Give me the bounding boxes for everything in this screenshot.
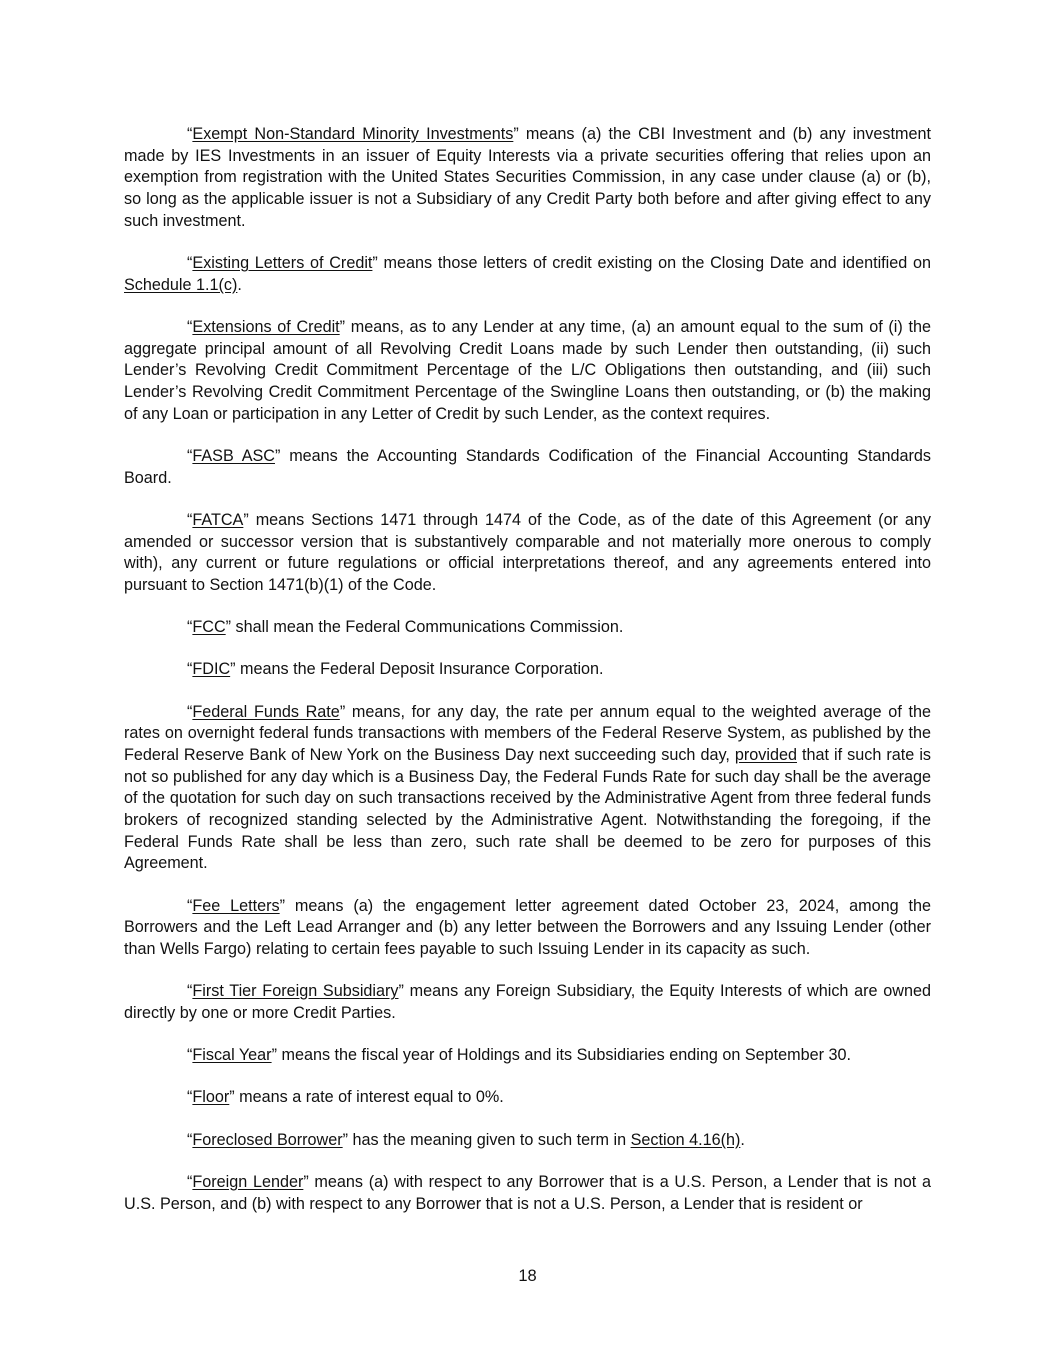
definition-text: ” has the meaning given to such term in	[342, 1130, 631, 1149]
definition-text: ” means the Federal Deposit Insurance Corporation.	[230, 660, 604, 679]
defined-term: Fiscal Year	[192, 1046, 272, 1065]
defined-term: FDIC	[192, 660, 231, 679]
page-number: 18	[518, 1267, 537, 1285]
open-quote: “	[187, 510, 193, 529]
definition-fee-letters	[124, 896, 931, 961]
defined-term: Exempt Non-Standard Minority Investments	[192, 125, 514, 143]
definition-text: ” means, as to any Lender at any time, (a) an amount equal to the sum of (i) the aggregate principal amount of all Revolving Credit Loans made by such Lender then outstanding, (ii) such Lender’s Revolving Credit Commitment Percentage of the L/C Obligations then outstanding, and (iii) such Lender’s Revolving Credit Commitment Percentage of the Swingline Loans then outstanding, or (b) the making of any Loan or participation in any Letter of Credit by such Lender, as the context requires.	[124, 317, 931, 423]
definition-fasb-asc	[124, 446, 931, 489]
defined-term: Existing Letters of Credit	[192, 254, 373, 273]
proviso-term: provided	[734, 745, 797, 764]
defined-term: FASB ASC	[192, 446, 275, 465]
definition-federal-funds-rate	[124, 702, 931, 876]
open-quote: “	[187, 317, 193, 336]
open-quote: “	[187, 1172, 193, 1191]
open-quote: “	[187, 1046, 193, 1065]
open-quote: “	[187, 618, 193, 637]
definition-text: ” means those letters of credit existing on the Closing Date and identified on	[372, 254, 931, 273]
definition-foreign-lender	[124, 1172, 931, 1215]
defined-term: Foreclosed Borrower	[192, 1130, 343, 1149]
definition-text: ” means (a) with respect to any Borrower that is a U.S. Person, a Lender that is not a U.S. Person, and (b) with respect to any Borrower that is not a U.S. Person, a Lender that is resident or	[124, 1172, 931, 1213]
defined-term: Fee Letters	[192, 896, 280, 915]
definition-text-end: .	[237, 275, 242, 294]
cross-reference: Schedule 1.1(c)	[124, 275, 238, 294]
defined-term: Federal Funds Rate	[192, 702, 340, 721]
definition-text: ” means, for any day, the rate per annum equal to the weighted average of the rates on overnight federal funds transactions with members of the Federal Reserve System, as published by the Federal Reserve Bank of New York on the Business Day next succeeding such day,	[124, 702, 931, 764]
definition-text: ” means any Foreign Subsidiary, the Equity Interests of which are owned directly by one or more Credit Parties.	[124, 982, 931, 1022]
definition-extensions-of-credit	[124, 317, 931, 426]
definition-text: ” means the Accounting Standards Codification of the Financial Accounting Standards Board.	[124, 446, 931, 487]
definition-fiscal-year	[124, 1045, 931, 1067]
definition-fcc	[124, 617, 931, 639]
definition-fatca	[124, 510, 931, 597]
open-quote: “	[187, 896, 193, 915]
definition-text: ” means (a) the engagement letter agreement dated October 23, 2024, among the Borrowers and the Left Lead Arranger and (b) any letter between the Borrowers and any Issuing Lender (other than Wells Fargo) relating to certain fees payable to such Issuing Lender in its capacity as such.	[124, 896, 931, 959]
definition-text: ” means (a) the CBI Investment and (b) any investment made by IES Investments in an issuer of Equity Interests via a private securities offering that relies upon an exemption from registration with the United States Securities Commission, in any case under clause (a) or (b), so long as the applicable issuer is not a Subsidiary of any Credit Party both before and after giving effect to any such investment.	[124, 125, 931, 230]
definition-existing-letters-of-credit	[124, 253, 931, 296]
defined-term: Foreign Lender	[192, 1172, 304, 1191]
open-quote: “	[187, 1088, 193, 1107]
open-quote: “	[187, 660, 193, 679]
open-quote: “	[187, 982, 193, 1001]
definition-text-end: that if such rate is not so published for any day which is a Business Day, the Federal Funds Rate for such day shall be the average of the quotation for such day on such transactions received by the Administrative Agent from three federal funds brokers of recognized standing selected by the Administrative Agent. Notwithstanding the foregoing, if the Federal Funds Rate shall be less than zero, such rate shall be deemed to be zero for purposes of this Agreement.	[124, 745, 932, 873]
open-quote: “	[187, 702, 193, 721]
definition-text: ” means the fiscal year of Holdings and its Subsidiaries ending on September 30.	[271, 1046, 852, 1065]
open-quote: “	[187, 125, 193, 143]
definition-first-tier-foreign-subsidiary	[124, 981, 931, 1024]
defined-term: FATCA	[192, 510, 244, 529]
definition-text-end: .	[740, 1130, 745, 1149]
definition-text: ” shall mean the Federal Communications Commission.	[225, 618, 624, 637]
definition-text: ” means a rate of interest equal to 0%.	[229, 1088, 504, 1107]
definition-exempt-non-standard-minority-investments	[124, 124, 931, 233]
definition-floor	[124, 1087, 931, 1109]
open-quote: “	[187, 254, 193, 273]
defined-term: First Tier Foreign Subsidiary	[192, 982, 399, 1001]
defined-term: FCC	[192, 618, 226, 637]
definition-text: ” means Sections 1471 through 1474 of the Code, as of the date of this Agreement (or any amended or successor version that is substantively comparable and not materially more onerous to comply with), any current or future regulations or official interpretations thereof, and any agreements entered into pursuant to Section 1471(b)(1) of the Code.	[124, 510, 931, 594]
open-quote: “	[187, 1130, 193, 1149]
document-page	[124, 124, 931, 1236]
definition-foreclosed-borrower	[124, 1130, 931, 1152]
cross-reference: Section 4.16(h)	[630, 1130, 741, 1149]
defined-term: Extensions of Credit	[192, 317, 340, 336]
defined-term: Floor	[192, 1088, 230, 1107]
definition-fdic	[124, 659, 931, 681]
open-quote: “	[187, 446, 193, 465]
